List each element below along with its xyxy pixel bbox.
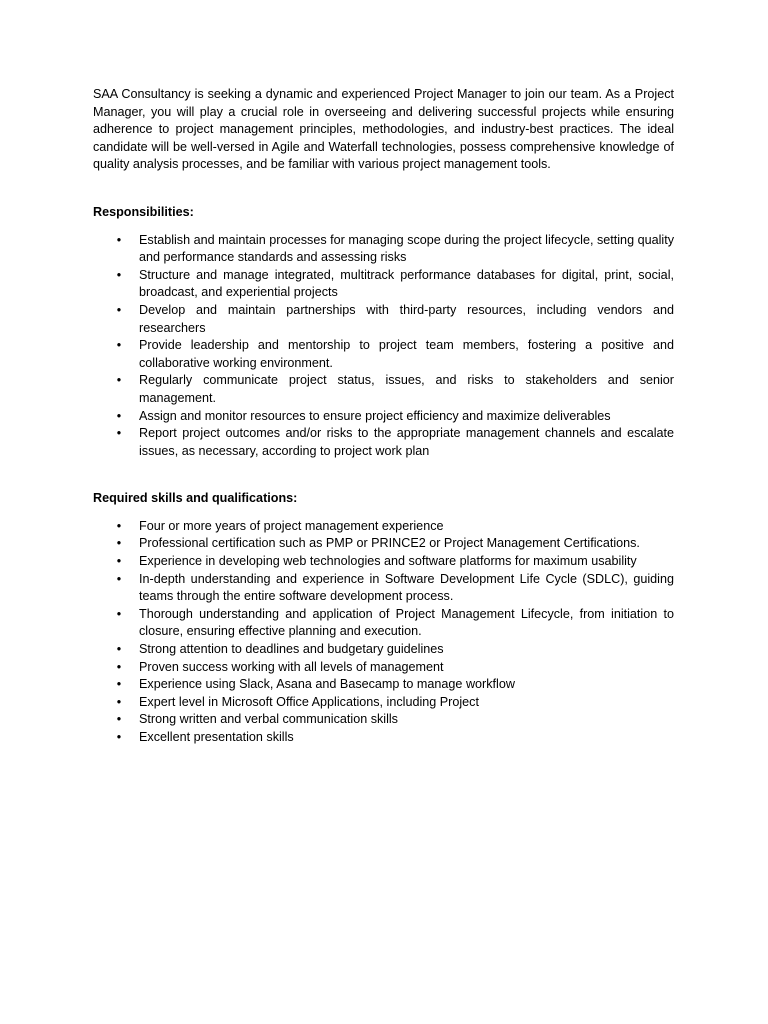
bullet-icon: • [116,232,122,247]
bullet-icon: • [116,302,122,317]
list-item-text: Assign and monitor resources to ensure project efficiency and maximize deliverables [139,408,611,423]
responsibilities-heading: Responsibilities: [93,204,194,219]
list-item [93,267,674,302]
list-item [93,694,674,712]
list-item [93,372,674,407]
list-item-text: Regularly communicate project status, issues, and risks to stakeholders and senior management. [139,373,674,405]
bullet-icon: • [116,338,122,353]
bullet-icon: • [116,712,122,727]
responsibilities-list [93,232,674,461]
bullet-icon: • [116,426,122,441]
list-item [93,676,674,694]
list-item-text: Proven success working with all levels of management [139,659,444,674]
list-item-text: Experience in developing web technologies and software platforms for maximum usability [139,554,637,569]
list-item [93,729,674,747]
bullet-icon: • [116,606,122,621]
list-item-text: Four or more years of project management experience [139,518,444,533]
list-item [93,553,674,571]
list-item-text: In-depth understanding and experience in Software Development Life Cycle (SDLC), guiding teams through the entire software development process. [139,571,674,604]
bullet-icon: • [116,694,122,709]
bullet-icon: • [116,518,122,533]
list-item-text: Provide leadership and mentorship to project team members, fostering a positive and collaborative working environment. [139,338,674,370]
list-item [93,425,674,460]
bullet-icon: • [116,642,122,657]
bullet-icon: • [116,659,122,674]
qualifications-list [93,518,674,747]
list-item-text: Professional certification such as PMP or PRINCE2 or Project Management Certifications. [139,536,640,551]
list-item [93,408,674,426]
list-item [93,518,674,536]
bullet-icon: • [116,536,122,551]
list-item [93,337,674,372]
bullet-icon: • [116,267,122,282]
list-item [93,711,674,729]
bullet-icon: • [116,571,122,586]
bullet-icon: • [116,408,122,423]
bullet-icon: • [116,677,122,692]
list-item-text: Strong attention to deadlines and budgetary guidelines [139,642,444,657]
list-item [93,606,674,641]
list-item-text: Excellent presentation skills [139,730,294,744]
list-item-text: Report project outcomes and/or risks to the appropriate management channels and escalate issues, as necessary, according to project work plan [139,426,674,458]
list-item [93,302,674,337]
list-item [93,232,674,267]
list-item-text: Thorough understanding and application of Project Management Lifecycle, from initiation to closure, ensuring effective planning and execution. [139,606,674,639]
list-item [93,535,674,553]
bullet-icon: • [116,730,122,744]
list-item [93,571,674,606]
list-item-text: Experience using Slack, Asana and Basecamp to manage workflow [139,677,515,692]
list-item-text: Develop and maintain partnerships with third-party resources, including vendors and researchers [139,302,674,335]
list-item-text: Strong written and verbal communication skills [139,712,398,727]
list-item-text: Expert level in Microsoft Office Applications, including Project [139,694,479,709]
bullet-icon: • [116,554,122,569]
qualifications-heading: Required skills and qualifications: [93,491,298,506]
intro-paragraph: SAA Consultancy is seeking a dynamic and experienced Project Manager to join our team. As a Project Manager, you will play a crucial role in overseeing and delivering successful projects while ensuring adherence to project management principles, methodologies, and industry-best practices. The ideal candidate will be well-versed in Agile and Waterfall technologies, possess comprehensive knowledge of quality analysis processes, and be familiar with various project management tools. [93,87,674,172]
list-item [93,659,674,677]
bullet-icon: • [116,373,122,388]
list-item-text: Establish and maintain processes for managing scope during the project lifecycle, setting quality and performance standards and assessing risks [139,232,674,265]
list-item [93,641,674,659]
document-page [93,86,674,747]
list-item-text: Structure and manage integrated, multitrack performance databases for digital, print, social, broadcast, and experiential projects [139,267,674,300]
